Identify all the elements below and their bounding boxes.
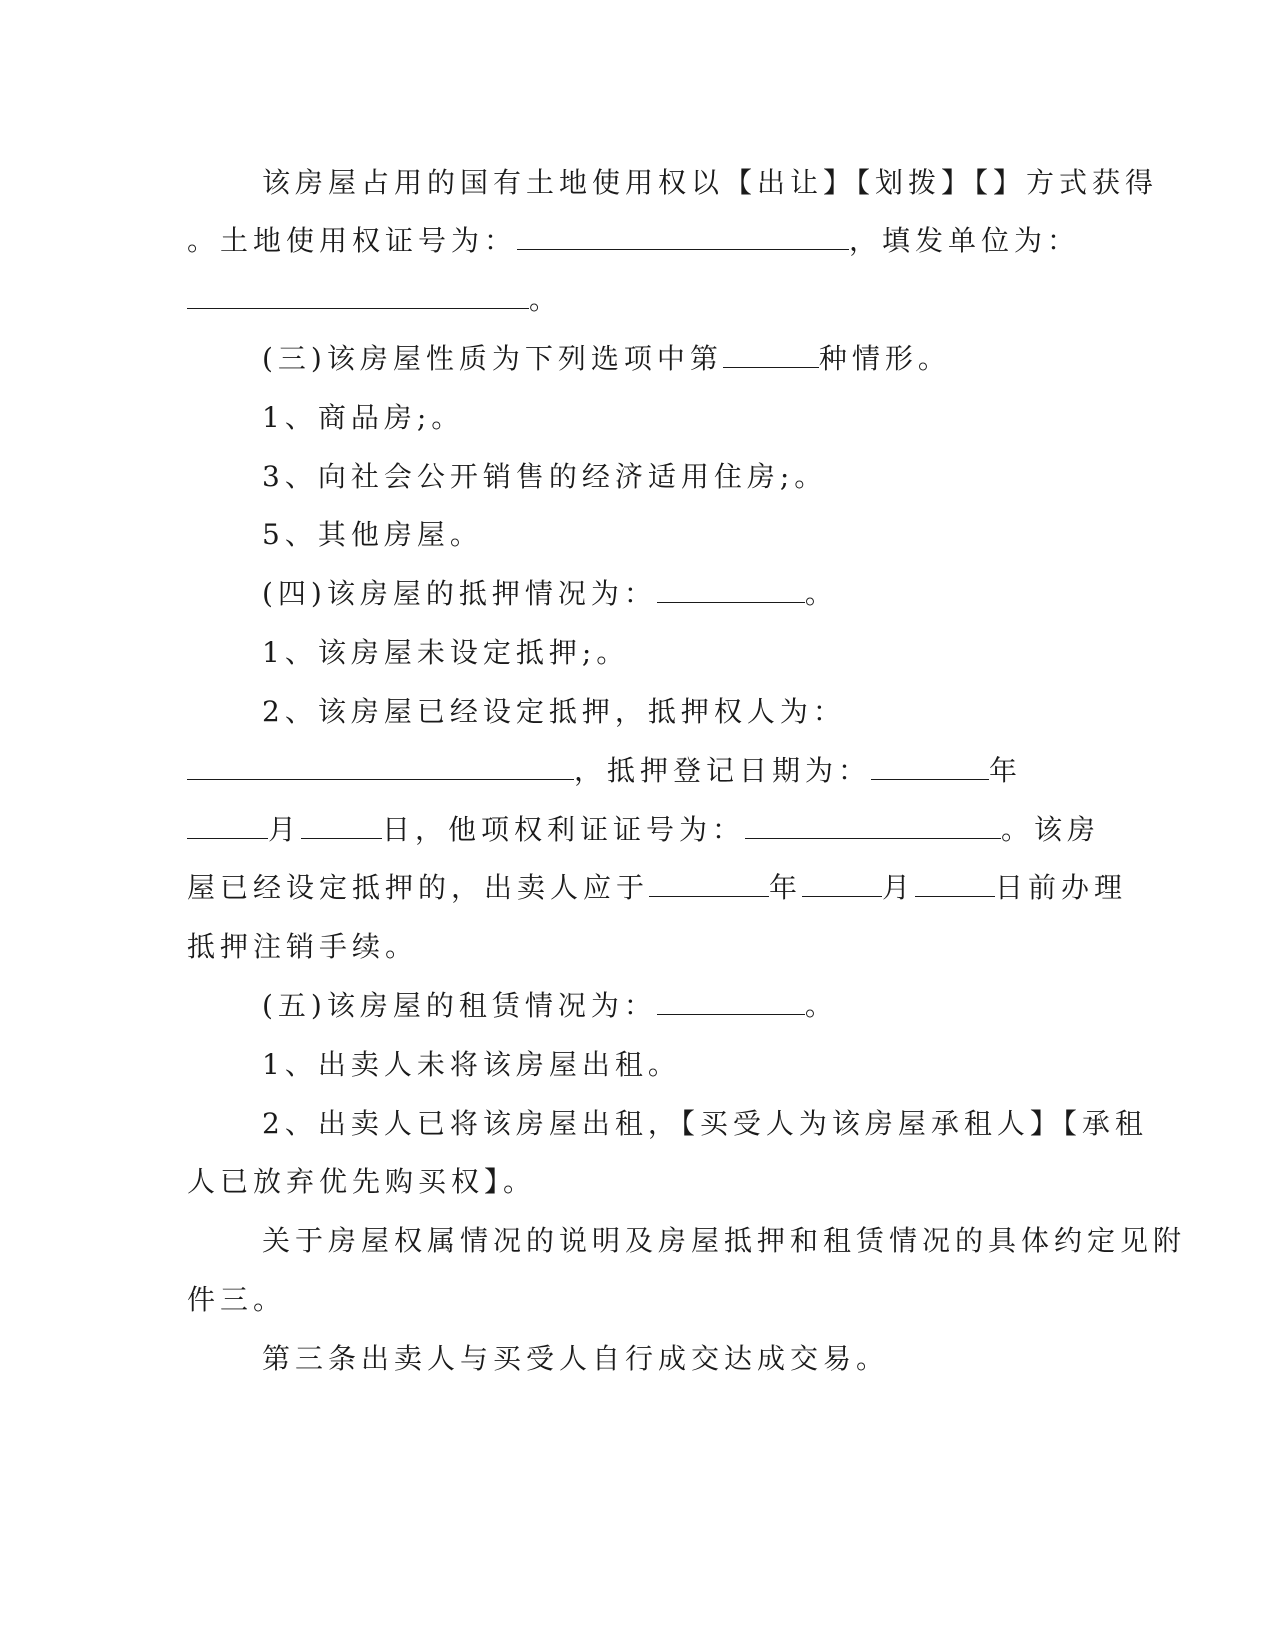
paragraph-line: 人已放弃优先购买权】。	[187, 1165, 537, 1198]
paragraph-line: 件三。	[187, 1283, 287, 1316]
cancel-day-blank[interactable]	[915, 868, 995, 897]
list-item: 3、向社会公开销售的经济适用住房;。	[262, 460, 828, 493]
land-cert-number-blank[interactable]	[517, 221, 849, 250]
mortgage-day-blank[interactable]	[301, 810, 382, 839]
paragraph-line: 该房屋占用的国有土地使用权以【出让】【划拨】【】方式获得	[262, 166, 1159, 199]
article-heading: 第三条出卖人与买受人自行成交达成交易。	[262, 1342, 890, 1375]
list-item: 2、该房屋已经设定抵押，抵押权人为：	[262, 695, 846, 728]
lease-status-blank[interactable]	[657, 986, 805, 1015]
list-item: 1、该房屋未设定抵押;。	[262, 636, 630, 669]
issuing-unit-blank[interactable]	[187, 280, 529, 309]
cancel-year-blank[interactable]	[649, 868, 769, 897]
list-item: 2、出卖人已将该房屋出租，【买受人为该房屋承租人】【承租	[262, 1107, 1148, 1140]
paragraph-line: (五)该房屋的租赁情况为： 。	[262, 986, 838, 1026]
list-item: 5、其他房屋。	[262, 518, 483, 551]
mortgagee-blank[interactable]	[187, 751, 574, 780]
paragraph-line: 。土地使用权证号为： ，填发单位为：	[187, 221, 1080, 261]
paragraph-line: 关于房屋权属情况的说明及房屋抵押和租赁情况的具体约定见附	[262, 1224, 1187, 1257]
paragraph-line: 屋已经设定抵押的，出卖人应于 年 月 日前办理	[187, 868, 1127, 908]
mortgage-year-blank[interactable]	[871, 751, 989, 780]
paragraph-line: ，抵押登记日期为： 年	[187, 751, 1022, 791]
paragraph-line: (三)该房屋性质为下列选项中第 种情形。	[262, 339, 951, 379]
mortgage-status-blank[interactable]	[657, 574, 805, 603]
right-cert-number-blank[interactable]	[745, 810, 1001, 839]
paragraph-line: 。	[187, 280, 562, 320]
paragraph-line: 月 日，他项权利证证号为： 。该房	[187, 810, 1100, 850]
cancel-month-blank[interactable]	[802, 868, 882, 897]
paragraph-line: 抵押注销手续。	[187, 930, 419, 963]
property-type-blank[interactable]	[723, 339, 819, 368]
mortgage-month-blank[interactable]	[187, 810, 268, 839]
list-item: 1、出卖人未将该房屋出租。	[262, 1048, 681, 1081]
paragraph-line: (四)该房屋的抵押情况为： 。	[262, 574, 838, 614]
list-item: 1、商品房;。	[262, 401, 465, 434]
